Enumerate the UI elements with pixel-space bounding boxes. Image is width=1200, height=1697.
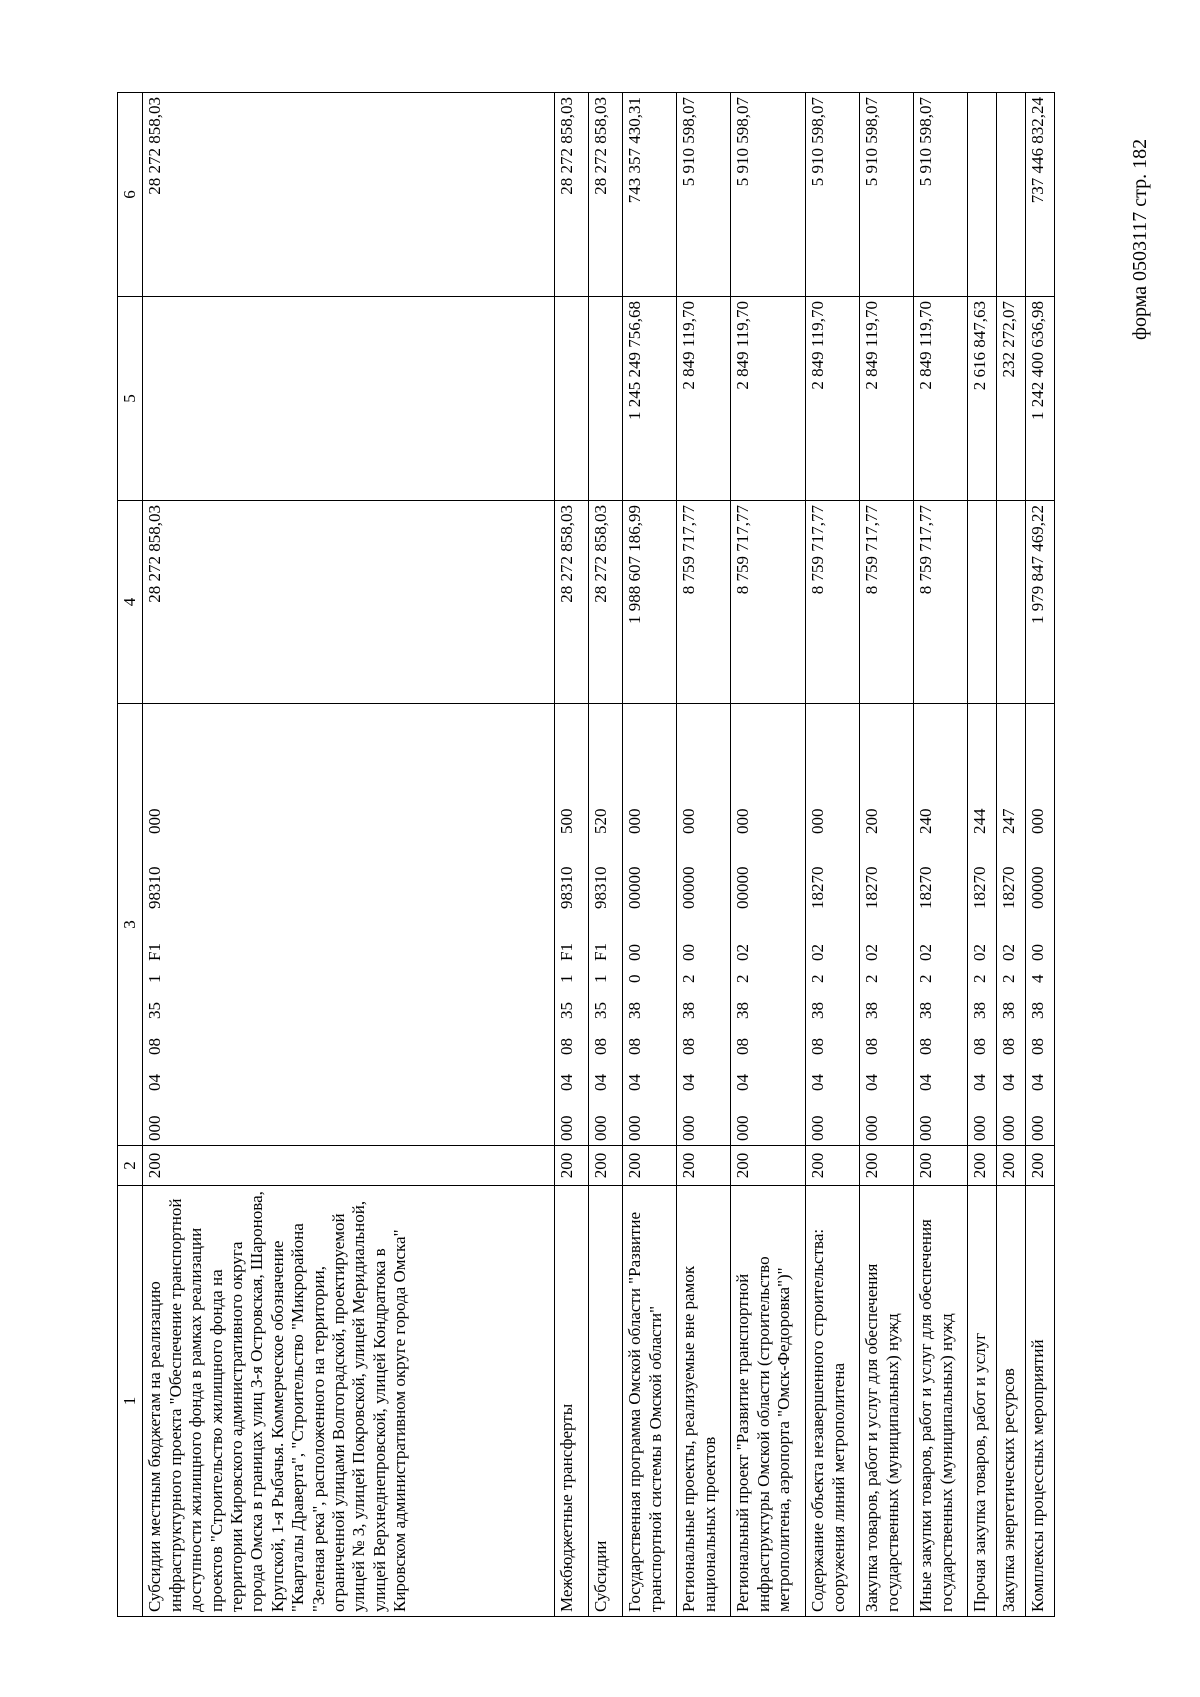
- approved-amount-cell: 8 759 717,77: [677, 501, 731, 704]
- classification-code-cell: [860, 704, 914, 1146]
- executed-amount-cell: 2 849 119,70: [806, 297, 860, 501]
- classification-code-part: 00000: [733, 866, 753, 909]
- classification-code-part: 08: [999, 1038, 1019, 1055]
- approved-amount-cell: 8 759 717,77: [731, 501, 806, 704]
- classification-code-part: 2: [808, 974, 828, 983]
- classification-code-part: 38: [1028, 1002, 1048, 1019]
- approved-amount-cell: 28 272 858,03: [555, 501, 589, 704]
- column-header-6: 6: [118, 93, 143, 297]
- indicator-name-cell: Региональный проект "Развитие транспортной инфраструктуры Омской области (строительство метрополитена, аэропорта "Омск-Федоровка")": [731, 1186, 806, 1617]
- report-table-rotated: [117, 93, 1064, 1617]
- table-row: [731, 93, 806, 1617]
- approved-amount-cell: 8 759 717,77: [806, 501, 860, 704]
- classification-code-part: 18270: [999, 866, 1019, 909]
- classification-code-part: 2: [679, 974, 699, 983]
- unexecuted-amount-cell: 5 910 598,07: [860, 93, 914, 297]
- classification-code-part: 08: [625, 1038, 645, 1055]
- classification-code-cell: [968, 704, 997, 1146]
- classification-code-part: 08: [733, 1038, 753, 1055]
- table-row: [968, 93, 997, 1617]
- classification-code-part: 000: [916, 1115, 936, 1141]
- indicator-name-cell: Закупка энергетических ресурсов: [997, 1186, 1026, 1617]
- classification-code-part: 35: [557, 1002, 577, 1019]
- classification-code-part: 18270: [916, 866, 936, 909]
- classification-code-part: 520: [591, 808, 611, 834]
- executed-amount-cell: 1 242 400 636,98: [1026, 297, 1055, 501]
- approved-amount-cell: 28 272 858,03: [589, 501, 623, 704]
- column-header-2: 2: [118, 1146, 143, 1186]
- classification-code-part: F1: [591, 943, 611, 961]
- classification-code-part: 04: [145, 1074, 165, 1091]
- classification-code-part: 38: [808, 1002, 828, 1019]
- executed-amount-cell: 2 849 119,70: [731, 297, 806, 501]
- classification-code-cell: [914, 704, 968, 1146]
- table-row: [806, 93, 860, 1617]
- classification-code: [860, 704, 884, 1145]
- unexecuted-amount-cell: 5 910 598,07: [914, 93, 968, 297]
- classification-code-cell: [997, 704, 1026, 1146]
- indicator-name-cell: Содержание объекта незавершенного строительства: сооружения линий метрополитена: [806, 1186, 860, 1617]
- classification-code-part: 000: [733, 808, 753, 834]
- unexecuted-amount-cell: [997, 93, 1026, 297]
- line-code-cell: 200: [589, 1146, 623, 1186]
- line-code-cell: 200: [677, 1146, 731, 1186]
- classification-code-part: 00000: [1028, 866, 1048, 909]
- classification-code-part: 2: [733, 974, 753, 983]
- indicator-name-cell: Прочая закупка товаров, работ и услуг: [968, 1186, 997, 1617]
- classification-code-part: 02: [999, 944, 1019, 961]
- classification-code-cell: [731, 704, 806, 1146]
- unexecuted-amount-cell: 28 272 858,03: [589, 93, 623, 297]
- unexecuted-amount-cell: 5 910 598,07: [806, 93, 860, 297]
- classification-code-part: 04: [733, 1074, 753, 1091]
- classification-code-part: 04: [808, 1074, 828, 1091]
- line-code-cell: 200: [997, 1146, 1026, 1186]
- classification-code-part: 4: [1028, 974, 1048, 983]
- classification-code-part: 000: [862, 1115, 882, 1141]
- classification-code-part: 2: [916, 974, 936, 983]
- page-header: [1125, 20, 1155, 340]
- column-header-1: 1: [118, 1186, 143, 1617]
- classification-code: [806, 704, 830, 1145]
- line-code-cell: 200: [623, 1146, 677, 1186]
- indicator-name-cell: Закупка товаров, работ и услуг для обеспечения государственных (муниципальных) нужд: [860, 1186, 914, 1617]
- classification-code: [1026, 704, 1050, 1145]
- classification-code-part: 02: [733, 944, 753, 961]
- classification-code: [677, 704, 701, 1145]
- approved-amount-cell: 8 759 717,77: [914, 501, 968, 704]
- classification-code-part: 04: [1028, 1074, 1048, 1091]
- line-code-cell: 200: [143, 1146, 555, 1186]
- classification-code-part: 000: [625, 808, 645, 834]
- classification-code-part: 18270: [808, 866, 828, 909]
- table-row: [914, 93, 968, 1617]
- classification-code-part: 00: [625, 944, 645, 961]
- line-code-cell: 200: [806, 1146, 860, 1186]
- classification-code-part: 18270: [970, 866, 990, 909]
- classification-code-part: 08: [808, 1038, 828, 1055]
- classification-code-part: 04: [999, 1074, 1019, 1091]
- executed-amount-cell: 1 245 249 756,68: [623, 297, 677, 501]
- executed-amount-cell: 2 849 119,70: [860, 297, 914, 501]
- classification-code-part: 38: [625, 1002, 645, 1019]
- classification-code-part: 08: [970, 1038, 990, 1055]
- unexecuted-amount-cell: 28 272 858,03: [555, 93, 589, 297]
- executed-amount-cell: [589, 297, 623, 501]
- classification-code-part: 04: [557, 1074, 577, 1091]
- classification-code: [914, 704, 938, 1145]
- classification-code-part: 00: [679, 944, 699, 961]
- indicator-name-cell: Государственная программа Омской области "Развитие транспортной системы в Омской области": [623, 1186, 677, 1617]
- indicator-name-cell: Субсидии местным бюджетам на реализацию инфраструктурного проекта "Обеспечение транспортной доступности жилищного фонда в рамках реализации проектов "Строительство жилищного фонда на территории Кировского административного округа города Омска в границах улиц 3-я Островская, Шаронова, Крупской, 1-я Рыбачья. Коммерческое обозначение "Кварталы Драверта", "Строительство "Микрорайона "Зеленая река", расположенного на территории, ограниченной улицами Волгоградской, проектируемой улицей № 3, улицей Покровской, улицей Меридиальной, улицей Верхнеднепровской, улицей Кондратюка в Кировском административном округе города Омска": [143, 1186, 555, 1617]
- classification-code-cell: [623, 704, 677, 1146]
- classification-code-part: 240: [916, 808, 936, 834]
- indicator-name-cell: Субсидии: [589, 1186, 623, 1617]
- classification-code-part: 08: [862, 1038, 882, 1055]
- unexecuted-amount-cell: 28 272 858,03: [143, 93, 555, 297]
- classification-code-part: 04: [679, 1074, 699, 1091]
- classification-code: [731, 704, 755, 1145]
- form-page-label: форма 0503117 стр. 182: [1129, 138, 1151, 340]
- classification-code-part: 1: [557, 974, 577, 983]
- classification-code-part: 04: [916, 1074, 936, 1091]
- classification-code-cell: [806, 704, 860, 1146]
- approved-amount-cell: 8 759 717,77: [860, 501, 914, 704]
- classification-code: [589, 704, 613, 1145]
- line-code-cell: 200: [860, 1146, 914, 1186]
- classification-code-part: 04: [970, 1074, 990, 1091]
- classification-code-part: 02: [808, 944, 828, 961]
- table-row: [997, 93, 1026, 1617]
- classification-code-part: 000: [808, 808, 828, 834]
- classification-code-part: 000: [679, 808, 699, 834]
- classification-code-part: 000: [970, 1115, 990, 1141]
- classification-code-part: F1: [145, 943, 165, 961]
- classification-code: [555, 704, 579, 1145]
- classification-code-part: 08: [145, 1038, 165, 1055]
- classification-code-part: 000: [557, 1115, 577, 1141]
- classification-code-part: 000: [625, 1115, 645, 1141]
- column-header-4: 4: [118, 501, 143, 704]
- approved-amount-cell: 1 988 607 186,99: [623, 501, 677, 704]
- indicator-name-cell: Комплексы процессных мероприятий: [1026, 1186, 1055, 1617]
- classification-code-part: 38: [733, 1002, 753, 1019]
- classification-code-part: 000: [591, 1115, 611, 1141]
- approved-amount-cell: [997, 501, 1026, 704]
- classification-code-part: 98310: [145, 866, 165, 909]
- classification-code-part: 000: [679, 1115, 699, 1141]
- classification-code: [968, 704, 992, 1145]
- executed-amount-cell: [143, 297, 555, 501]
- unexecuted-amount-cell: 743 357 430,31: [623, 93, 677, 297]
- table-row: [555, 93, 589, 1617]
- classification-code-part: 2: [999, 974, 1019, 983]
- classification-code-part: 000: [1028, 1115, 1048, 1141]
- unexecuted-amount-cell: 5 910 598,07: [731, 93, 806, 297]
- classification-code-part: 38: [862, 1002, 882, 1019]
- classification-code-part: 000: [145, 1115, 165, 1141]
- classification-code-part: 04: [862, 1074, 882, 1091]
- classification-code-part: 0: [625, 974, 645, 983]
- table-row: [860, 93, 914, 1617]
- classification-code-part: 08: [591, 1038, 611, 1055]
- line-code-cell: 200: [731, 1146, 806, 1186]
- executed-amount-cell: 2 616 847,63: [968, 297, 997, 501]
- approved-amount-cell: 28 272 858,03: [143, 501, 555, 704]
- classification-code-part: 02: [916, 944, 936, 961]
- table-row: [623, 93, 677, 1617]
- classification-code-part: 35: [145, 1002, 165, 1019]
- executed-amount-cell: 2 849 119,70: [914, 297, 968, 501]
- classification-code-part: 38: [999, 1002, 1019, 1019]
- line-code-cell: 200: [555, 1146, 589, 1186]
- classification-code-part: 244: [970, 808, 990, 834]
- column-header-3: 3: [118, 704, 143, 1146]
- column-header-row: [118, 93, 143, 1617]
- classification-code-part: 200: [862, 808, 882, 834]
- classification-code-part: 04: [625, 1074, 645, 1091]
- executed-amount-cell: [555, 297, 589, 501]
- line-code-cell: 200: [968, 1146, 997, 1186]
- classification-code-part: 000: [808, 1115, 828, 1141]
- classification-code-part: 000: [733, 1115, 753, 1141]
- classification-code-part: 02: [862, 944, 882, 961]
- table-row: [677, 93, 731, 1617]
- executed-amount-cell: 2 849 119,70: [677, 297, 731, 501]
- classification-code-part: 247: [999, 808, 1019, 834]
- classification-code: [143, 704, 167, 1145]
- classification-code-cell: [1026, 704, 1055, 1146]
- indicator-name-cell: Межбюджетные трансферты: [555, 1186, 589, 1617]
- classification-code: [623, 704, 647, 1145]
- classification-code-cell: [143, 704, 555, 1146]
- table-row: [589, 93, 623, 1617]
- classification-code-part: 18270: [862, 866, 882, 909]
- classification-code-cell: [677, 704, 731, 1146]
- indicator-name-cell: Региональные проекты, реализуемые вне рамок национальных проектов: [677, 1186, 731, 1617]
- classification-code-part: 000: [999, 1115, 1019, 1141]
- classification-code-part: 02: [970, 944, 990, 961]
- classification-code-cell: [555, 704, 589, 1146]
- budget-report-table: [117, 92, 1055, 1617]
- classification-code-part: 00: [1028, 944, 1048, 961]
- classification-code-part: 38: [916, 1002, 936, 1019]
- classification-code-part: 2: [862, 974, 882, 983]
- classification-code-part: 04: [591, 1074, 611, 1091]
- classification-code-part: 00000: [679, 866, 699, 909]
- table-row: [143, 93, 555, 1617]
- classification-code-part: 00000: [625, 866, 645, 909]
- line-code-cell: 200: [914, 1146, 968, 1186]
- approved-amount-cell: [968, 501, 997, 704]
- classification-code-part: 08: [916, 1038, 936, 1055]
- unexecuted-amount-cell: 737 446 832,24: [1026, 93, 1055, 297]
- classification-code-part: 08: [557, 1038, 577, 1055]
- classification-code-part: 2: [970, 974, 990, 983]
- classification-code-part: 500: [557, 808, 577, 834]
- classification-code-part: 98310: [557, 866, 577, 909]
- indicator-name-cell: Иные закупки товаров, работ и услуг для обеспечения государственных (муниципальных) нужд: [914, 1186, 968, 1617]
- classification-code-part: 000: [145, 808, 165, 834]
- approved-amount-cell: 1 979 847 469,22: [1026, 501, 1055, 704]
- column-header-5: 5: [118, 297, 143, 501]
- classification-code-part: 98310: [591, 866, 611, 909]
- classification-code: [997, 704, 1021, 1145]
- classification-code-part: 1: [591, 974, 611, 983]
- classification-code-part: 38: [970, 1002, 990, 1019]
- executed-amount-cell: 232 272,07: [997, 297, 1026, 501]
- classification-code-part: 1: [145, 974, 165, 983]
- unexecuted-amount-cell: [968, 93, 997, 297]
- line-code-cell: 200: [1026, 1146, 1055, 1186]
- classification-code-part: 35: [591, 1002, 611, 1019]
- classification-code-part: 08: [679, 1038, 699, 1055]
- unexecuted-amount-cell: 5 910 598,07: [677, 93, 731, 297]
- classification-code-cell: [589, 704, 623, 1146]
- classification-code-part: 08: [1028, 1038, 1048, 1055]
- table-row: [1026, 93, 1055, 1617]
- classification-code-part: 000: [1028, 808, 1048, 834]
- classification-code-part: F1: [557, 943, 577, 961]
- classification-code-part: 38: [679, 1002, 699, 1019]
